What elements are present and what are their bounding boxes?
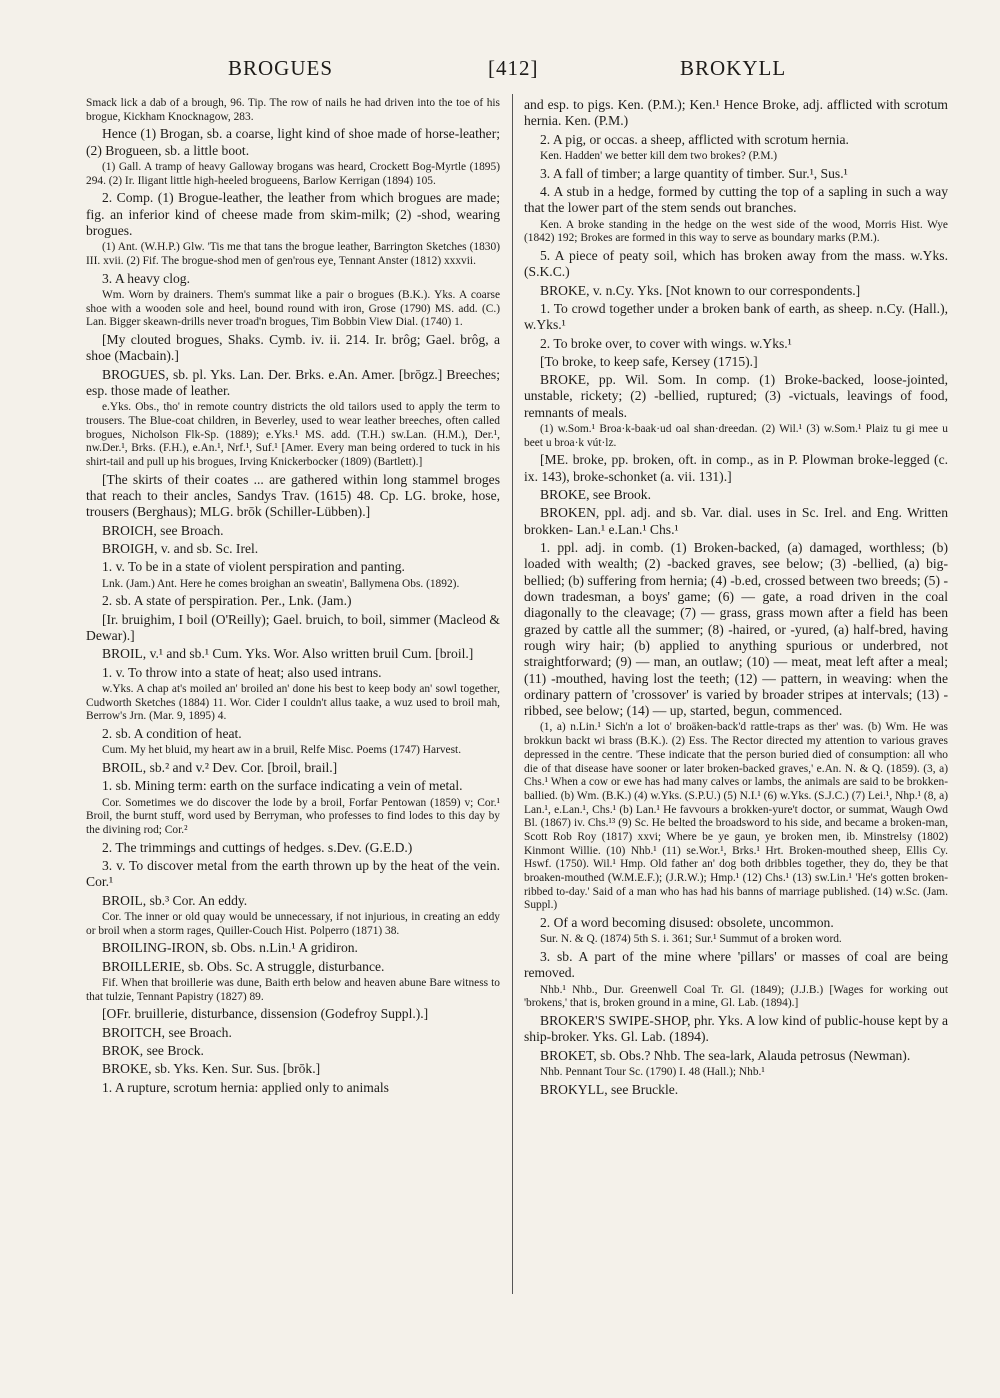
citation-paragraph: (1) Ant. (W.H.P.) Glw. 'Tis me that tans the brogue leather, Barrington Sketches (1830) III. xvii. (2) Fif. The brogue-shod men of gen'rous eye, Tennant Anster (1812) xxxvii.: [86, 241, 500, 267]
entry-paragraph: 2. sb. A condition of heat.: [102, 725, 242, 741]
entry-paragraph: 5. A piece of peaty soil, which has broken away from the mass. w.Yks. (S.K.C.): [524, 247, 948, 280]
citation-paragraph: (1) w.Som.¹ Broa·k-baak·ud oal shan·dreedan. (2) Wil.¹ (3) w.Som.¹ Plaiz tu gi mee u beet u broa·k vút·lz.: [524, 423, 948, 449]
entry-paragraph: BROICH, see Broach.: [102, 522, 224, 538]
entry-paragraph: and esp. to pigs. Ken. (P.M.); Ken.¹ Hence Broke, adj. afflicted with scrotum hernia. Ken. (P.M.): [524, 97, 948, 129]
entry-paragraph: 2. Comp. (1) Brogue-leather, the leather from which brogues are made; fig. an inferior kind of cheese made from skim-milk; (2) -shod, wearing brogues.: [86, 190, 500, 238]
citation-paragraph: Lnk. (Jam.) Ant. Here he comes broighan an sweatin', Ballymena Obs. (1892).: [102, 577, 460, 590]
entry-paragraph: BROILLERIE, sb. Obs. Sc. A struggle, disturbance.: [102, 958, 385, 974]
entry-paragraph: BROKE, see Brook.: [540, 487, 652, 503]
entry-paragraph: BROIL, sb.³ Cor. An eddy.: [102, 892, 248, 908]
entry-paragraph: BROILING-IRON, sb. Obs. n.Lin.¹ A gridiron.: [102, 940, 358, 956]
entry-paragraph: 1. ppl. adj. in comb. (1) Broken-backed, (a) damaged, worthless; (b) loaded with wealth; (2) -backed graves, see below; (3) -bellied, (a) big-bellied; (b) suffering from hernia; (4) -b.ed, crossed between two breeds; (5) -down tradesman, a boys' game; (6) — gate, a road driven in the coal diagonally to the cleavage; (7) — grass, grass mown after a field has been grazed by cattle all the summer; (8) -haired, or -yured, (a) half-bred, having rough wiry hair; (b) applied to anything spurious or underbred, not straightforward; (9) — man, an outlaw; (10) — meat, meat left after a meal; (11) -mouthed, having lost the teeth; (12) — pattern, in weaving: when the ordinary pattern of 'crossover' is varied by broader stripes at intervals; (13) -ribbed, see below; (14) — up, started, begun, commenced.: [524, 540, 948, 719]
entry-paragraph: BROKER'S SWIPE-SHOP, phr. Yks. A low kind of public-house kept by a ship-broker. Yks. Gl. Lab. (1894).: [524, 1013, 948, 1045]
header-left-headword: BROGUES: [228, 56, 334, 80]
citation-paragraph: Wm. Worn by drainers. Them's summat like a pair o brogues (B.K.). Yks. A coarse shoe with a wooden sole and heel, bound round with iron, Grose (1790) MS. add. (C.) Lan. Bigger skeawn-drills never troad'n brogues, Tim Bobbin View Dial. (1740) 1.: [86, 289, 500, 329]
entry-paragraph: BROKEN, ppl. adj. and sb. Var. dial. uses in Sc. Irel. and Eng. Written brokken- Lan.¹ e.Lan.¹ Chs.¹: [524, 505, 948, 537]
entry-paragraph: 1. v. To throw into a state of heat; also used intrans.: [102, 664, 382, 680]
citation-paragraph: Smack lick a dab of a brough, 96. Tip. The row of nails he had driven into the toe of his brogue, Kickham Knocknagow, 283.: [86, 97, 500, 123]
entry-paragraph: 2. A pig, or occas. a sheep, afflicted with scrotum hernia.: [540, 131, 849, 147]
entry-paragraph: BROKE, pp. Wil. Som. In comp. (1) Broke-backed, loose-jointed, unstable, rickety; (2) -bellied, ruptured; (3) -victuals, leavings of food, remnants of meals.: [524, 372, 948, 420]
entry-paragraph: Hence (1) Brogan, sb. a coarse, light kind of shoe made of horse-leather; (2) Brogueen, sb. a little boot.: [86, 126, 500, 158]
entry-paragraph: BROGUES, sb. pl. Yks. Lan. Der. Brks. e.An. Amer. [brōgz.] Breeches; esp. those made of leather.: [86, 366, 500, 398]
left-column: [86, 97, 500, 1098]
entry-paragraph: BROITCH, see Broach.: [102, 1024, 232, 1040]
entry-paragraph: 1. To crowd together under a broken bank of earth, as sheep. n.Cy. (Hall.), w.Yks.¹: [524, 300, 948, 333]
citation-paragraph: Fif. When that broillerie was dune, Baith erth below and heaven abune Bare witness to that tulzie, Tennant Papistry (1827) 89.: [86, 976, 500, 1003]
entry-paragraph: 1. A rupture, scrotum hernia: applied only to animals: [102, 1079, 389, 1095]
entry-paragraph: 3. sb. A part of the mine where 'pillars' or masses of coal are being removed.: [524, 949, 948, 981]
entry-paragraph: [OFr. bruillerie, disturbance, dissension (Godefroy Suppl.).]: [102, 1006, 429, 1022]
entry-paragraph: 2. The trimmings and cuttings of hedges. s.Dev. (G.E.D.): [102, 839, 413, 855]
citation-paragraph: Cor. Sometimes we do discover the lode by a broil, Forfar Pentowan (1859) v; Cor.¹ Broil, the burnt stuff, word used by Berryman, who professes to find lodes to this day by the divining rod; Cor.²: [86, 796, 500, 836]
citation-paragraph: Ken. A broke standing in the hedge on the west side of the wood, Morris Hist. Wye (1842) 192; Brokes are formed in this way to serve as boundary marks (P.M.).: [524, 218, 948, 245]
citation-paragraph: Cum. My het bluid, my heart aw in a bruil, Relfe Misc. Poems (1747) Harvest.: [102, 744, 462, 757]
entry-paragraph: 3. A heavy clog.: [102, 270, 190, 286]
entry-paragraph: 1. v. To be in a state of violent perspiration and panting.: [102, 559, 405, 575]
citation-paragraph: Nhb. Pennant Tour Sc. (1790) I. 48 (Hall.); Nhb.¹: [540, 1066, 765, 1078]
entry-paragraph: BROKE, v. n.Cy. Yks. [Not known to our correspondents.]: [540, 282, 861, 298]
page-header: [0, 56, 1000, 86]
entry-paragraph: [ME. broke, pp. broken, oft. in comp., as in P. Plowman broke-legged (c. ix. 143), broke-schonket (a. vii. 131).]: [524, 452, 948, 484]
citation-paragraph: Nhb.¹ Nhb., Dur. Greenwell Coal Tr. Gl. (1849); (J.J.B.) [Wages for working out 'brokens,' that is, broken ground in a mine, Gl. Lab. (1894).]: [524, 983, 948, 1010]
entry-paragraph: BROIGH, v. and sb. Sc. Irel.: [102, 541, 259, 556]
entry-paragraph: 2. sb. A state of perspiration. Per., Lnk. (Jam.): [102, 593, 352, 609]
entry-paragraph: [My clouted brogues, Shaks. Cymb. iv. ii. 214. Ir. brôg; Gael. brôg, a shoe (Macbain).]: [86, 332, 500, 364]
entry-paragraph: BROK, see Brock.: [102, 1042, 204, 1058]
entry-paragraph: 2. To broke over, to cover with wings. w.Yks.¹: [540, 335, 792, 351]
citation-paragraph: (1, a) n.Lin.¹ Sich'n a lot o' broäken-back'd rattle-traps as ther' was. (b) Wm. He was brokkun backt wi brass (B.K.). (2) Ess. The Rector directed my attention to various graves depressed in the centre. 'These indicate that the person buried died of consumption: all who die of that disease have sooner or later broken-backed graves,' e.An. N. & Q. (1859). (3, a) Chs.¹ When a cow or ewe has had many calves or lambs, the animals are said to be brokken-ballied. (b) Wm. (B.K.) (4) w.Yks. (S.P.U.) (5) N.I.¹ (6) w.Yks. (S.J.C.) (7) Lei.¹, Nhp.¹ (8, a) Lan.¹, e.Lan.¹, Chs.¹ (b) Lan.¹ He favvours a brokken-yure't doctor, or summat, Waugh Owd Bl. (1867) iv. Chs.¹³ (9) Sc. He belted the broadsword to his side, and became a broken-man, Scott Rob Roy (1817) xxvi; Where be ye gaun, ye broken men, ib. Minstrelsy (1802) Kinmont Willie. (10) Nhb.¹ (11) se.Wor.¹, Brks.¹ Hrt. Broken-mouthed sheep, Ellis Cy. Hswf. (1750). Wil.¹ Hmp. Old father an' dog both dribbles together, they do, they be that broaken-mouthed (W.M.E.F.); (J.R.W.); Hmp.¹ (12) Chs.¹ (13) sw.Lin.¹ 'He's gotten broken-ribbed to-day.' Said of a man who has had his banns of marriage published. (14) w.Sc. (Jam. Suppl.): [524, 721, 948, 912]
entry-paragraph: BROKET, sb. Obs.? Nhb. The sea-lark, Alauda petrosus (Newman).: [540, 1047, 911, 1063]
right-column: [524, 97, 948, 1100]
entry-paragraph: [To broke, to keep safe, Kersey (1715).]: [540, 353, 758, 369]
entry-paragraph: [The skirts of their coates ... are gathered within long stammel broges that reach to their ancles, Sandys Trav. (1615) 48. Cp. LG. broke, hose, trousers (Berghaus); MLG. brōk (Schiller-Lübben).]: [86, 471, 500, 520]
entry-paragraph: [Ir. bruighim, I boil (O'Reilly); Gael. bruich, to boil, simmer (Macleod & Dewar).]: [86, 611, 500, 643]
citation-paragraph: Cor. The inner or old quay would be unnecessary, if not injurious, in creating an eddy or broil when a storm rages, Quiller-Couch Hist. Polperro (1871) 38.: [86, 910, 500, 937]
citation-paragraph: Ken. Hadden' we better kill dem two brokes? (P.M.): [540, 149, 778, 162]
citation-paragraph: (1) Gall. A tramp of heavy Galloway brogans was heard, Crockett Bog-Myrtle (1895) 294. (2) Ir. Iligant little high-heeled brogueens, Barlow Kerrigan (1894) 105.: [86, 161, 500, 187]
entry-paragraph: 1. sb. Mining term: earth on the surface indicating a vein of metal.: [102, 778, 463, 794]
column-divider: [512, 94, 513, 1294]
citation-paragraph: Sur. N. & Q. (1874) 5th S. i. 361; Sur.¹ Summut of a broken word.: [540, 933, 842, 946]
entry-paragraph: BROIL, sb.² and v.² Dev. Cor. [broil, brail.]: [102, 759, 338, 775]
entry-paragraph: 2. Of a word becoming disused: obsolete, uncommon.: [540, 915, 834, 931]
page-number: [412]: [488, 56, 539, 80]
entry-paragraph: BROKYLL, see Bruckle.: [540, 1081, 679, 1097]
citation-paragraph: e.Yks. Obs., tho' in remote country districts the old tailors used to apply the term to trousers. The Blue-coat children, in Beverley, used to wear leather breeches, often called brogues, Nicholson Flk-Sp. (1889); e.Yks.¹ MS. add. (T.H.) sw.Lan. (H.M.), Der.¹, nw.Der.¹, Brks. (F.H.), e.An.¹, Nrf.¹, Suf.¹ [Amer. Every man being ordered to tuck in his shirt-tail and pull up his brogues, Irving Knickerbocker (1809) (Bartlett).]: [86, 401, 500, 469]
entry-paragraph: BROKE, sb. Yks. Ken. Sur. Sus. [brōk.]: [102, 1061, 321, 1077]
entry-paragraph: 4. A stub in a hedge, formed by cutting the top of a sapling in such a way that the lower part of the stem sends out branches.: [524, 183, 948, 216]
header-right-headword: BROKYLL: [680, 56, 787, 80]
citation-paragraph: w.Yks. A chap at's moiled an' broiled an' done his best to keep body an' sowl together, Cudworth Sketches (1884) 11. Wor. Cider I couldn't allus taake, a wuz used to broil mah, Berrow's Jrn. (Mar. 9, 1895) 4.: [86, 682, 500, 723]
entry-paragraph: 3. A fall of timber; a large quantity of timber. Sur.¹, Sus.¹: [540, 165, 848, 181]
entry-paragraph: BROIL, v.¹ and sb.¹ Cum. Yks. Wor. Also written bruil Cum. [broil.]: [102, 646, 474, 662]
entry-paragraph: 3. v. To discover metal from the earth thrown up by the heat of the vein. Cor.¹: [86, 857, 500, 890]
